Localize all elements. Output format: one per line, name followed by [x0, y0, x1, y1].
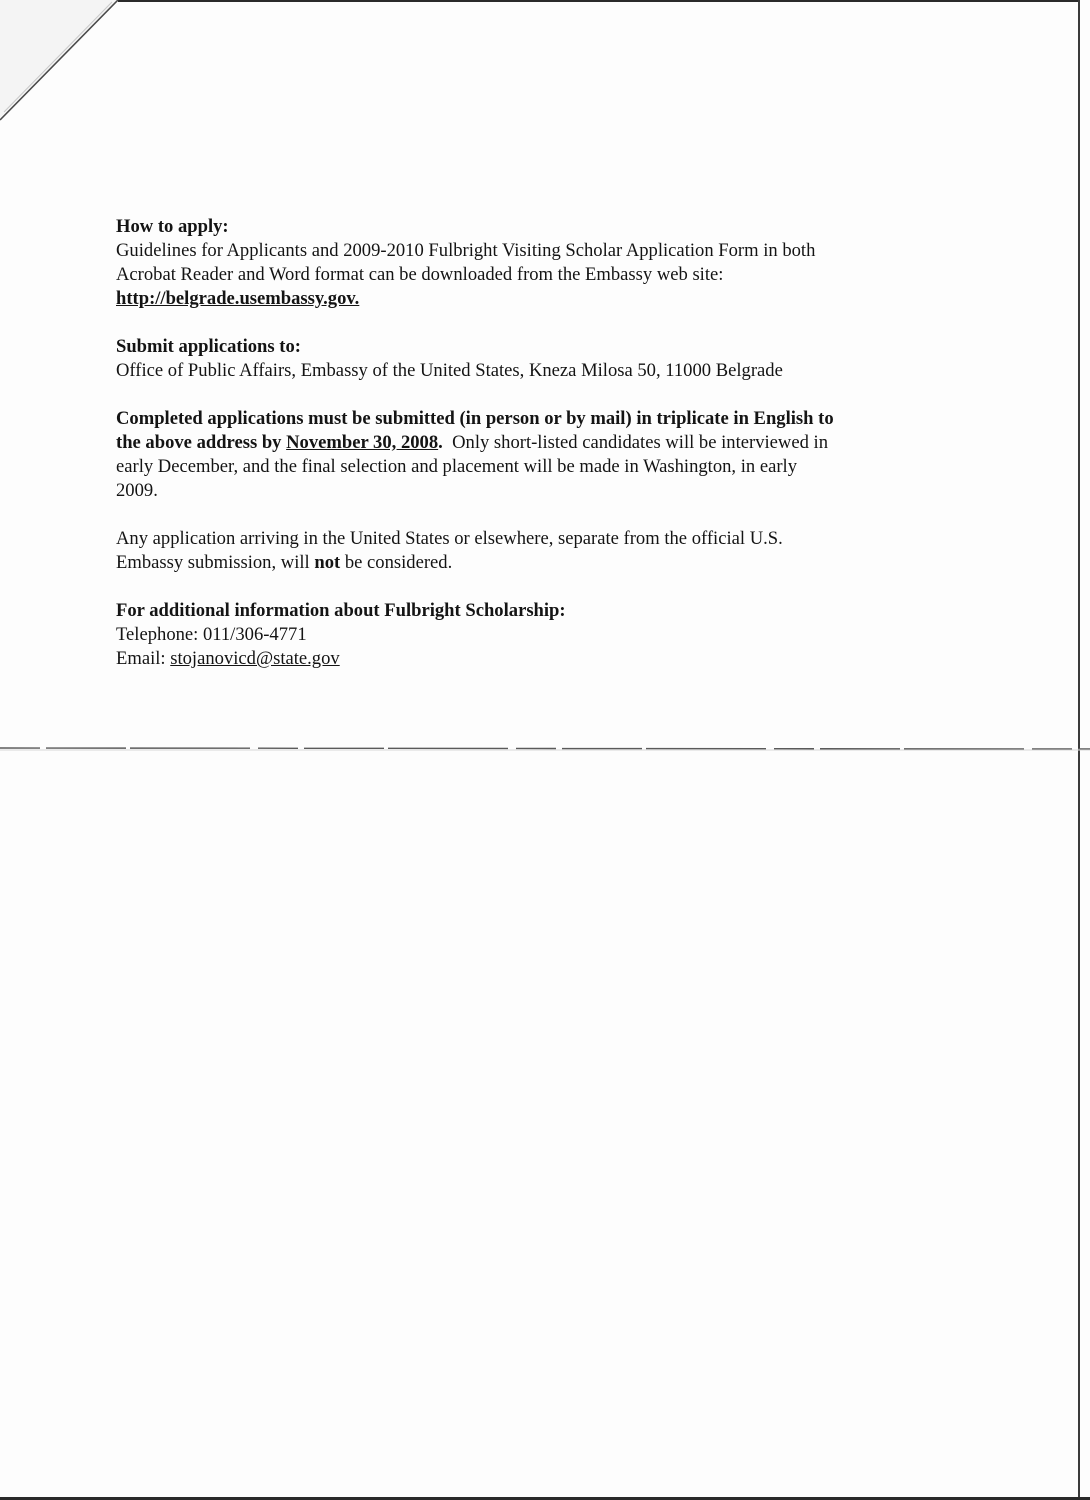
deadline-bold-line-1: Completed applications must be submitted (in person or by mail) in triplicate in English to: [116, 408, 834, 429]
contact-heading: For additional information about Fulbright Scholarship:: [116, 600, 566, 621]
scan-edge-top: [118, 0, 1078, 2]
how-to-apply-heading: How to apply:: [116, 216, 229, 237]
notice-line-2-start: Embassy submission, will: [116, 552, 315, 573]
how-to-apply-text-line-1: Guidelines for Applicants and 2009-2010 Fulbright Visiting Scholar Application Form in both: [116, 240, 816, 261]
contact-telephone: Telephone: 011/306-4771: [116, 624, 307, 645]
deadline-line-4: 2009.: [116, 480, 158, 501]
submit-address: Office of Public Affairs, Embassy of the United States, Kneza Milosa 50, 11000 Belgrade: [116, 360, 783, 381]
deadline-line-2-rest: Only short-listed candidates will be interviewed in: [452, 432, 829, 453]
document-body: [116, 215, 936, 671]
notice-line-2: [116, 551, 936, 575]
submit-heading: Submit applications to:: [116, 336, 301, 357]
deadline-line-2: [116, 431, 936, 455]
deadline-line-3: early December, and the final selection and placement will be made in Washington, in early: [116, 456, 798, 477]
deadline-bold-line-2-start: the above address by: [116, 432, 287, 453]
embassy-website-link[interactable]: http://belgrade.usembassy.gov.: [116, 288, 360, 309]
notice-section: [116, 527, 936, 575]
contact-email-link[interactable]: stojanovicd@state.gov: [170, 648, 340, 669]
paper-fold-line: [0, 745, 1090, 753]
deadline-bold-line-2-end: .: [438, 432, 443, 453]
how-to-apply-section: [116, 215, 936, 311]
notice-emphasis: not: [314, 552, 341, 573]
contact-section: [116, 599, 936, 671]
folded-corner: [0, 0, 130, 130]
contact-email-line: [116, 647, 936, 671]
notice-line-1: Any application arriving in the United States or elsewhere, separate from the official U.S.: [116, 528, 783, 549]
how-to-apply-text-line-2: Acrobat Reader and Word format can be downloaded from the Embassy web site:: [116, 264, 724, 285]
submit-section: [116, 335, 936, 383]
deadline-date: November 30, 2008: [286, 432, 439, 453]
contact-email-label: Email:: [116, 648, 171, 669]
notice-line-2-end: be considered.: [340, 552, 453, 573]
deadline-section: [116, 407, 936, 503]
